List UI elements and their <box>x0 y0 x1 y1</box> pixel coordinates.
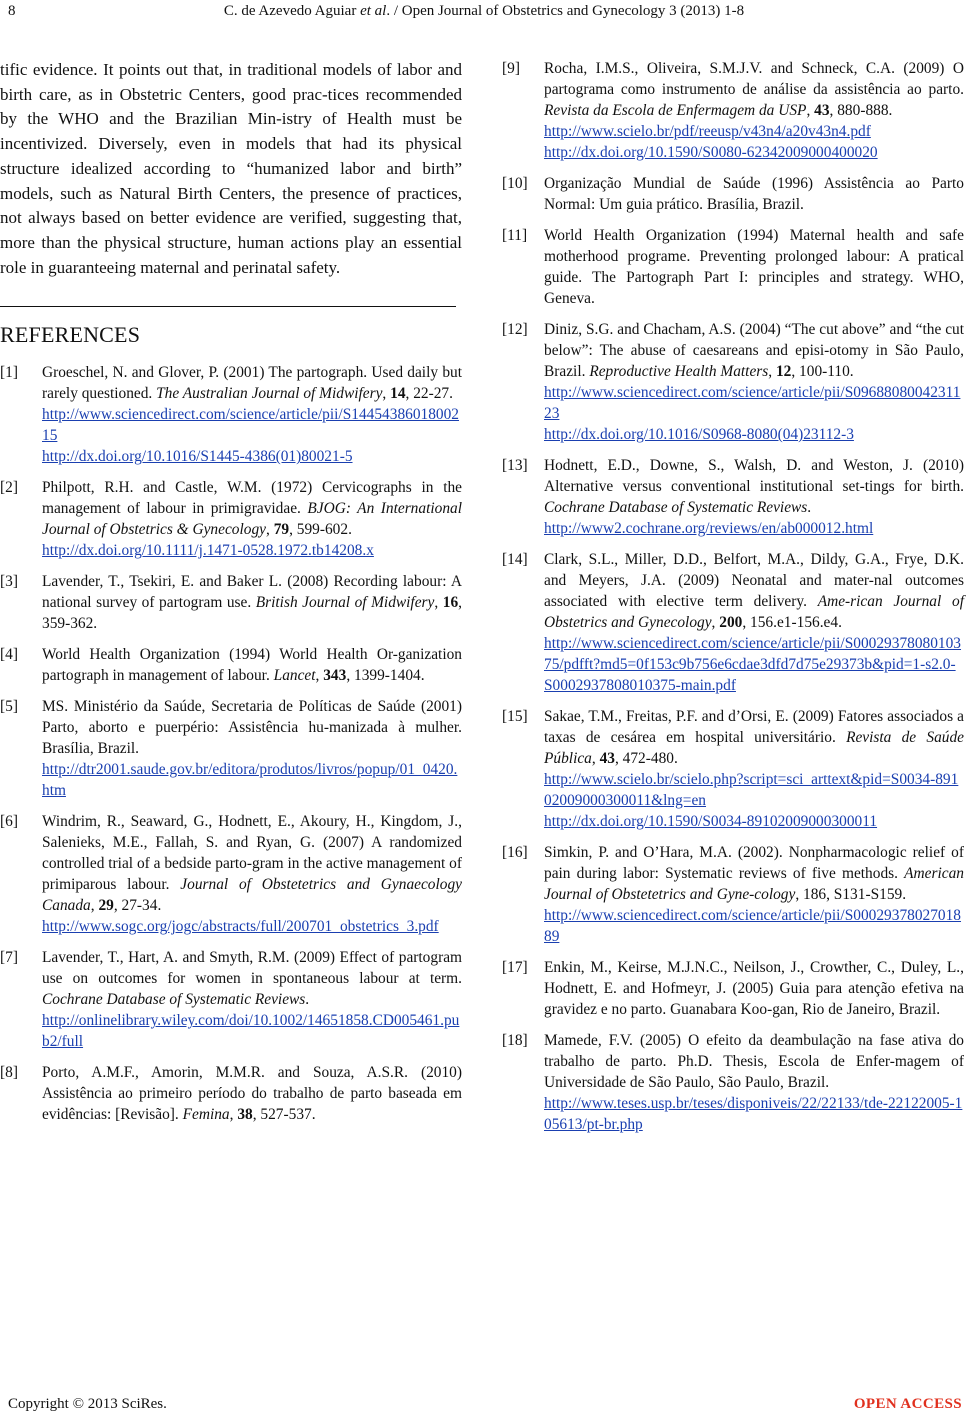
reference-item <box>502 1030 964 1135</box>
reference-separator: , <box>229 1106 238 1124</box>
reference-volume: 43 <box>599 750 615 767</box>
reference-journal: BJOG: An International Journal of Obstetrics & Gynecology <box>42 500 462 539</box>
reference-journal: American Journal of Obstetetrics and Gyne-cology <box>544 865 964 903</box>
reference-authors-title: World Health Organization (1994) World Health Or-ganization partograph in management of labour. <box>42 646 462 685</box>
section-divider <box>0 306 456 307</box>
reference-number: [3] <box>0 573 18 591</box>
reference-journal: Ame-rican Journal of Obstetrics and Gynecology <box>544 593 964 631</box>
reference-text <box>42 811 462 937</box>
reference-pages: . <box>807 499 812 516</box>
reference-journal: Revista da Escola de Enfermagem da USP <box>544 102 807 119</box>
reference-pages: , 527-537. <box>252 1106 316 1124</box>
reference-text <box>544 173 964 215</box>
reference-separator: , <box>768 363 776 380</box>
running-head-authors: C. de Azevedo Aguiar <box>223 3 361 19</box>
reference-item <box>0 477 462 561</box>
reference-pages: , 880-888. <box>829 102 893 119</box>
reference-text <box>42 571 462 634</box>
reference-volume: 43 <box>814 102 830 119</box>
reference-journal: Cochrane Database of Systematic Reviews <box>544 499 808 516</box>
reference-item <box>502 842 964 947</box>
reference-link[interactable]: http://dx.doi.org/10.1590/S0080-62342009000400020 <box>544 144 878 161</box>
reference-item <box>0 947 462 1052</box>
reference-pages: , 1399-1404. <box>346 667 425 685</box>
reference-text <box>544 1030 964 1135</box>
reference-number: [10] <box>502 175 528 192</box>
reference-authors-title: Mamede, F.V. (2005) O efeito da deambulação na fase ativa do trabalho de parto. Ph.D. Thesis, Escola de Enfer-magem of Universidade de São Paulo, São Paulo, Brazil. <box>544 1032 964 1091</box>
reference-separator: , <box>315 667 324 685</box>
reference-text <box>544 549 964 696</box>
reference-journal: Lancet <box>273 667 316 685</box>
reference-journal: Reproductive Health Matters <box>589 363 769 380</box>
reference-link[interactable]: http://www2.cochrane.org/reviews/en/ab000012.html <box>544 520 874 537</box>
reference-authors-title: Lavender, T., Hart, A. and Smyth, R.M. (2009) Effect of partogram use on outcomes for women in spontaneous labour at term. <box>42 949 462 988</box>
right-column <box>502 58 964 1145</box>
reference-volume: 38 <box>237 1106 253 1124</box>
reference-journal: Cochrane Database of Systematic Reviews <box>42 991 306 1009</box>
reference-text <box>42 947 462 1052</box>
reference-journal: British Journal of Midwifery <box>255 594 435 612</box>
reference-separator: , <box>434 594 443 612</box>
reference-number: [16] <box>502 844 528 861</box>
reference-number: [4] <box>0 646 18 664</box>
reference-authors-title: Lavender, T., Tsekiri, E. and Baker L. (2008) Recording labour: A national survey of partogram use. <box>42 573 462 612</box>
reference-text <box>544 319 964 445</box>
reference-number: [6] <box>0 813 18 831</box>
reference-link[interactable]: http://www.scielo.br/scielo.php?script=sci_arttext&pid=S0034-89102009000300011&lng=en <box>544 771 959 809</box>
reference-number: [17] <box>502 959 528 976</box>
reference-authors-title: Windrim, R., Seaward, G., Hodnett, E., Akoury, H., Kingdom, J., Salenieks, M.E., Fallah, S. and Ryan, G. (2007) A randomized controlled trial of a bedside parto-gram in the active management of primiparous labour. <box>42 813 462 894</box>
reference-item <box>502 319 964 445</box>
reference-authors-title: Hodnett, E.D., Downe, S., Walsh, D. and Weston, J. (2010) Alternative versus conventional institutional set-tings for birth. <box>544 457 964 495</box>
reference-link[interactable]: http://www.sogc.org/jogc/abstracts/full/200701_obstetrics_3.pdf <box>42 918 439 936</box>
reference-list-left <box>0 362 462 1125</box>
reference-link[interactable]: http://dx.doi.org/10.1016/S0968-8080(04)23112-3 <box>544 426 854 443</box>
reference-authors-title: MS. Ministério da Saúde, Secretaria de Políticas de Saúde (2001) Parto, aborto e puerpério: Assistência hu-manizada à mulher. Brasília, Brazil. <box>42 698 462 758</box>
reference-link[interactable]: http://onlinelibrary.wiley.com/doi/10.1002/14651858.CD005461.pub2/full <box>42 1012 460 1051</box>
reference-authors-title: Groeschel, N. and Glover, P. (2001) The partograph. Used daily but rarely questioned. <box>42 364 462 403</box>
reference-separator: , <box>806 102 815 119</box>
references-heading: REFERENCES <box>0 322 141 348</box>
running-head-journal: . / Open Journal of Obstetrics and Gynecology 3 (2013) 1-8 <box>386 3 745 19</box>
reference-authors-title: Sakae, T.M., Freitas, P.F. and d’Orsi, E. (2009) Fatores associados a taxas de cesárea em hospital universitário. <box>544 708 964 746</box>
reference-item <box>0 571 462 634</box>
reference-text <box>544 957 964 1020</box>
reference-separator: , <box>265 521 274 539</box>
reference-authors-title: World Health Organization (1994) Maternal health and safe motherhood programe. Preventing prolonged labour: A pratical guide. The Partograph Part I: principles and strategy. WHO, Geneva. <box>544 227 964 307</box>
reference-pages: . <box>305 991 310 1009</box>
reference-journal: Femina <box>182 1106 230 1124</box>
reference-volume: 12 <box>775 363 792 380</box>
reference-journal: Revista de Saúde Pública <box>544 729 964 767</box>
reference-text <box>544 225 964 309</box>
reference-number: [15] <box>502 708 528 725</box>
running-head <box>0 3 968 20</box>
reference-link[interactable]: http://dx.doi.org/10.1016/S1445-4386(01)80021-5 <box>42 448 353 466</box>
reference-text <box>42 644 462 686</box>
reference-number: [7] <box>0 949 18 967</box>
reference-number: [9] <box>502 60 520 77</box>
reference-item <box>502 455 964 539</box>
reference-number: [18] <box>502 1032 528 1049</box>
reference-separator: , <box>90 897 99 915</box>
page-number: 8 <box>8 3 16 19</box>
reference-separator: , <box>591 750 600 767</box>
reference-item <box>502 957 964 1020</box>
reference-text <box>42 696 462 801</box>
reference-text <box>544 455 964 539</box>
reference-number: [11] <box>502 227 528 244</box>
reference-journal: The Australian Journal of Midwifery <box>156 385 383 403</box>
reference-text <box>544 842 964 947</box>
body-paragraph: tific evidence. It points out that, in traditional models of labor and birth care, as in Obstetric Centers, good prac-tices recommended by the WHO and the Brazilian Min-istry of Health must be incentivized. Diversely, even in models that had its physical structure idealized according to “humanized labor and birth” models, such as Natural Birth Centers, the presence of practices, not always based on better evidence are verified, suggesting that, more than the physical structure, human actions play an essential role in guaranteeing maternal and perinatal safety. <box>0 60 462 277</box>
reference-text <box>42 1062 462 1125</box>
reference-item <box>0 644 462 686</box>
reference-volume: 16 <box>442 594 459 612</box>
reference-pages: , 359-362. <box>42 594 462 633</box>
reference-item <box>502 549 964 696</box>
reference-link[interactable]: http://dtr2001.saude.gov.br/editora/produtos/livros/popup/01_0420.htm <box>42 761 458 800</box>
reference-volume: 29 <box>98 897 114 915</box>
reference-authors-title: Enkin, M., Keirse, M.J.N.C., Neilson, J., Crowther, C., Duley, L., Hodnett, E. and Hofmeyr, J. (2005) Guia para atenção efetiva na gravidez e no parto. Guanabara Koo-gan, Rio de Janeiro, Brazil. <box>544 959 964 1018</box>
reference-separator: , <box>382 385 391 403</box>
reference-link[interactable]: http://www.sciencedirect.com/science/article/pii/S0002937802701889 <box>544 907 962 945</box>
reference-number: [14] <box>502 551 528 568</box>
reference-link[interactable]: http://dx.doi.org/10.1111/j.1471-0528.1972.tb14208.x <box>42 542 374 560</box>
reference-authors-title: Organização Mundial de Saúde (1996) Assistência ao Parto Normal: Um guia prático. Brasília, Brazil. <box>544 175 964 213</box>
reference-number: [1] <box>0 364 18 382</box>
footer-copyright: Copyright © 2013 SciRes. <box>8 1396 167 1412</box>
reference-authors-title: Diniz, S.G. and Chacham, A.S. (2004) “The cut above” and “the cut below”: The abuse of caesareans and episi-otomy in São Paulo, Brazil. <box>544 321 964 380</box>
reference-number: [2] <box>0 479 18 497</box>
reference-pages: , 156.e1-156.e4. <box>742 614 842 631</box>
reference-item <box>502 173 964 215</box>
reference-link[interactable]: http://www.teses.usp.br/teses/disponiveis/22/22133/tde-22122005-105613/pt-br.php <box>544 1095 963 1133</box>
reference-text <box>544 706 964 832</box>
reference-pages: , 22-27. <box>405 385 453 403</box>
reference-separator: , <box>711 614 720 631</box>
reference-authors-title: Philpott, R.H. and Castle, W.M. (1972) Cervicographs in the management of labour in primigravidae. <box>42 479 462 518</box>
reference-authors-title: Rocha, I.M.S., Oliveira, S.M.J.V. and Schneck, C.A. (2009) O partograma como instrumento de análise da assistência ao parto. <box>544 60 964 98</box>
reference-item <box>0 362 462 467</box>
reference-number: [12] <box>502 321 528 338</box>
reference-text <box>42 477 462 561</box>
left-column <box>0 58 462 1135</box>
reference-volume: 343 <box>323 667 347 685</box>
reference-text <box>544 58 964 163</box>
reference-item <box>0 696 462 801</box>
reference-journal: Journal of Obstetetrics and Gynaecology Canada <box>42 876 462 915</box>
reference-number: [5] <box>0 698 18 716</box>
reference-volume: 14 <box>390 385 406 403</box>
reference-pages: , 27-34. <box>113 897 162 915</box>
reference-authors-title: Simkin, P. and O’Hara, M.A. (2002). Nonpharmacologic relief of pain during labor: Systematic reviews of five methods. <box>544 844 964 882</box>
running-head-et-al: et al <box>360 3 387 19</box>
reference-item <box>502 706 964 832</box>
reference-item <box>502 225 964 309</box>
reference-link[interactable]: http://dx.doi.org/10.1590/S0034-89102009000300011 <box>544 813 878 830</box>
reference-pages: , 599-602. <box>289 521 352 539</box>
reference-volume: 200 <box>719 614 743 631</box>
reference-pages: , 100-110. <box>791 363 854 380</box>
reference-item <box>502 58 964 163</box>
reference-list-right <box>502 58 964 1135</box>
reference-pages: , 472-480. <box>614 750 678 767</box>
reference-link[interactable]: http://www.sciencedirect.com/science/article/pii/S1445438601800215 <box>42 406 460 445</box>
reference-authors-title: Porto, A.M.F., Amorin, M.M.R. and Souza, A.S.R. (2010) Assistência ao primeiro período do trabalho de parto baseada em evidências: [Revisão]. <box>42 1064 462 1124</box>
reference-link[interactable]: http://www.sciencedirect.com/science/article/pii/S0002937808010375/pdfft?md5=0f153c9b756e6cdae3dfd7d75e29373b&pid=1-s2.0-S0002937808010375-main.pdf <box>544 635 962 694</box>
footer-open-access: OPEN ACCESS <box>853 1396 962 1412</box>
reference-number: [13] <box>502 457 528 474</box>
reference-pages: , 186, S131-S159. <box>795 886 907 903</box>
reference-volume: 79 <box>273 521 290 539</box>
reference-authors-title: Clark, S.L., Miller, D.D., Belfort, M.A., Dildy, G.A., Frye, D.K. and Meyers, J.A. (2009) Neonatal and mater-nal outcomes associated with elective term delivery. <box>544 551 964 610</box>
reference-text <box>42 362 462 467</box>
reference-link[interactable]: http://www.sciencedirect.com/science/article/pii/S0968808004231123 <box>544 384 961 422</box>
reference-number: [8] <box>0 1064 18 1082</box>
reference-item <box>0 1062 462 1125</box>
reference-item <box>0 811 462 937</box>
reference-link[interactable]: http://www.scielo.br/pdf/reeusp/v43n4/a20v43n4.pdf <box>544 123 871 140</box>
